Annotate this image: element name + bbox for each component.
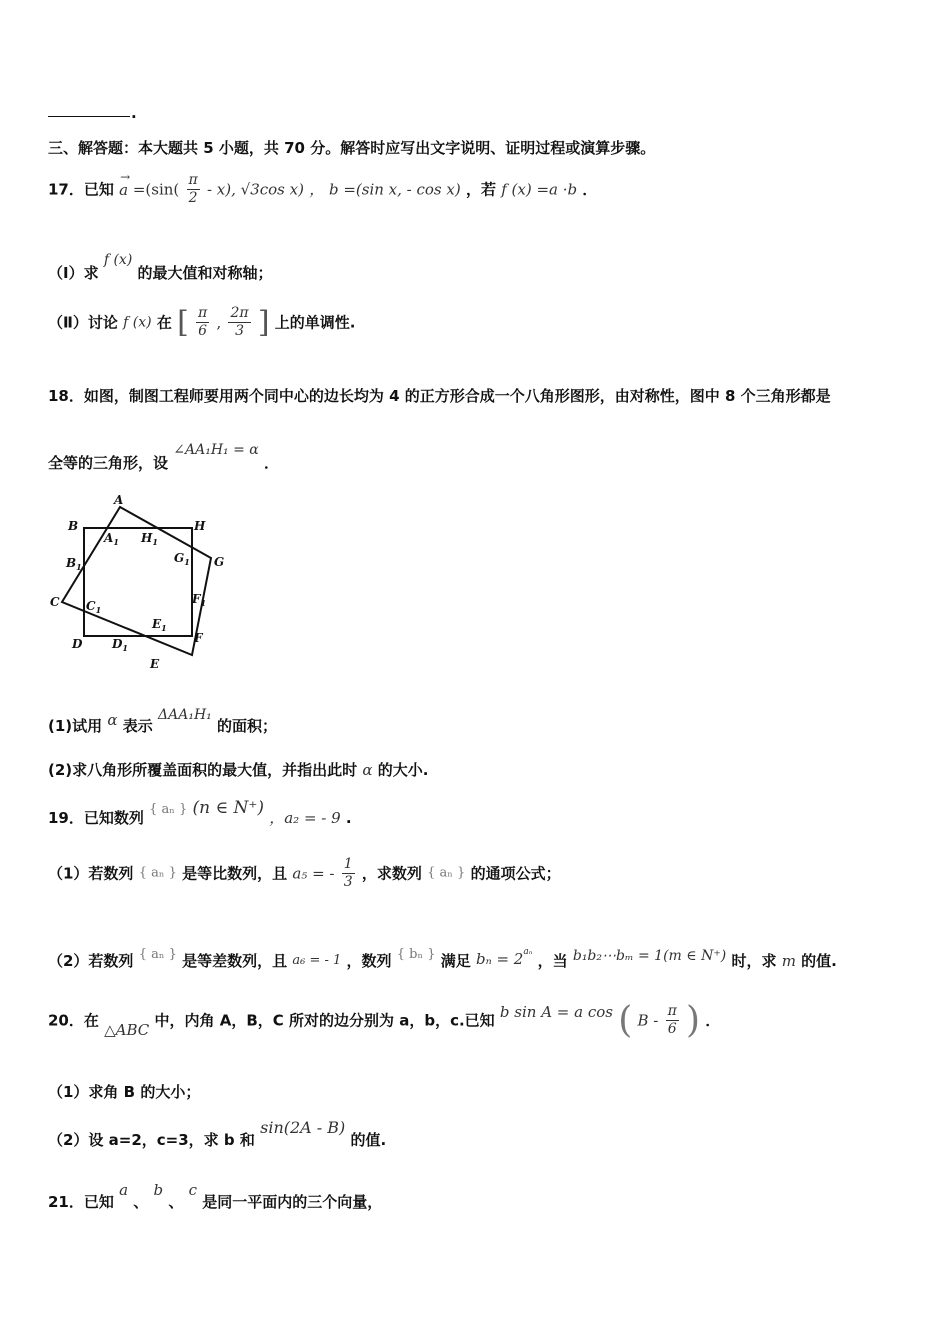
q19-a5: a₅ = - — [292, 864, 335, 883]
q19-p2-mid2: ，数列 — [346, 952, 392, 970]
q20-triangle: △ABC — [104, 1021, 150, 1039]
q18-alpha: α — [107, 711, 118, 729]
q19-p1-seq: { aₙ } — [138, 865, 177, 881]
q21-number: 21．已知 — [48, 1193, 114, 1211]
square-upright — [84, 528, 192, 636]
q17-part1-label: （Ⅰ）求 — [48, 264, 99, 282]
q20-p2-end: 的值. — [350, 1131, 387, 1149]
interval-2pi: 2π — [230, 305, 249, 321]
label-B1: $B_1$ — [66, 556, 82, 572]
q20-sin: sin(2A - B) — [260, 1118, 346, 1137]
q17-part1-f: f (x) — [103, 252, 133, 268]
q17-part1-text: 的最大值和对称轴； — [137, 264, 273, 282]
question-20 — [48, 999, 721, 1050]
octagon-figure — [46, 490, 236, 675]
q18-line1: 18．如图，制图工程师要用两个同中心的边长均为 4 的正方形合成一个八角形图形，由对称性，图中 8 个三角形都是 — [48, 387, 831, 405]
q20-fraction — [666, 1003, 679, 1038]
q18-triangle: ΔAA₁H₁ — [158, 707, 212, 723]
q19-p1-mid2: ，求数列 — [361, 864, 422, 883]
question-19 — [48, 798, 352, 830]
q21-c: c — [188, 1181, 198, 1199]
label-G: G — [214, 555, 225, 569]
q17-part2 — [48, 305, 355, 355]
label-B: B — [68, 519, 79, 533]
q19-bn-exp: aₙ — [523, 947, 533, 957]
label-H1: $H_1$ — [141, 531, 158, 547]
label-G1: $G_1$ — [174, 551, 190, 567]
label-F: F — [194, 631, 203, 645]
label-D1: $D_1$ — [112, 637, 128, 653]
q21-text: 是同一平面内的三个向量， — [202, 1193, 383, 1211]
label-E: E — [150, 657, 160, 671]
q19-p1-pre: （1）若数列 — [48, 864, 134, 883]
q17-minus-x: - x), — [206, 180, 241, 199]
vector-a: → a — [119, 181, 133, 199]
q17-if: ，若 — [465, 180, 502, 199]
q19-p2-mid3: 满足 — [440, 952, 471, 970]
q20-end: ． — [705, 1011, 721, 1030]
q18-alpha-2: α — [362, 761, 373, 779]
q18-part1 — [48, 705, 277, 735]
answer-blank — [48, 116, 130, 117]
interval-upper — [228, 305, 250, 340]
interval-six: 6 — [198, 323, 208, 339]
q19-seq: { aₙ } — [149, 802, 188, 817]
q19-part2 — [48, 942, 837, 972]
q18-part1-end: 的面积； — [217, 717, 278, 735]
q20-eq: b sin A = a cos — [499, 1003, 613, 1021]
q18-line2-pre: 全等的三角形，设 — [48, 454, 169, 472]
q20-part2 — [48, 1118, 386, 1148]
q18-angle: ∠AA₁H₁ = α — [173, 442, 259, 458]
q19-three: 3 — [343, 874, 353, 890]
q17-part2-label: （Ⅱ）讨论 — [48, 313, 118, 332]
label-A: A — [114, 493, 124, 507]
q17-vec-b: ， b =(sin x, - cos x) — [309, 180, 461, 199]
q18-part2 — [48, 760, 428, 780]
q19-p2-mid4: ，当 — [537, 952, 568, 970]
q18-part1-pre: (1)试用 — [48, 717, 103, 735]
q19-p1-end: 的通项公式； — [470, 864, 561, 883]
q17-part2-in: 在 — [156, 313, 172, 332]
q17-two: 2 — [188, 190, 198, 206]
q21-sep2: 、 — [168, 1193, 184, 1211]
q18-part2-end: 的大小. — [377, 761, 429, 779]
q20-right-paren: ) — [686, 999, 701, 1041]
q17-end: ． — [582, 180, 598, 199]
q19-bseq: { bₙ } — [396, 947, 436, 962]
interval-lower — [196, 305, 209, 340]
blank-period: . — [131, 104, 137, 122]
q20-six: 6 — [667, 1021, 677, 1037]
q19-a2: ，a₂ = - 9 — [269, 809, 341, 827]
q17-part1 — [48, 250, 273, 280]
question-17 — [48, 169, 598, 212]
q17-vec-a-eq: =(sin( — [132, 180, 180, 199]
q19-p2-mid: 是等差数列，且 — [182, 952, 288, 970]
q19-p2-mid5: 时，求 — [731, 952, 777, 970]
q17-part2-f: f (x) — [123, 314, 152, 331]
q19-number: 19．已知数列 — [48, 809, 144, 827]
label-H: H — [194, 519, 206, 533]
q17-sqrt3cos: √3cos x) — [240, 180, 304, 199]
q18-part2-pre: (2)求八角形所覆盖面积的最大值，并指出此时 — [48, 761, 358, 779]
q17-f-def: f (x) =a ·b — [501, 180, 578, 199]
q19-part1 — [48, 856, 561, 900]
q20-part1: （1）求角 B 的大小； — [48, 1083, 201, 1101]
q19-p2-end: 的值. — [801, 952, 837, 970]
label-F1: $F_1$ — [192, 592, 207, 608]
q19-cond: (n ∈ N⁺) — [192, 798, 264, 818]
q18-part1-mid: 表示 — [122, 717, 153, 735]
left-bracket: [ — [177, 304, 189, 340]
label-D: D — [72, 637, 83, 651]
q20-left-paren: ( — [618, 999, 633, 1041]
q18-line2-end: ． — [263, 454, 279, 472]
q21-sep1: 、 — [133, 1193, 149, 1211]
q19-end: . — [345, 809, 352, 827]
q19-m: m — [781, 952, 796, 970]
q17-fraction — [187, 172, 200, 207]
q20-number: 20．在 — [48, 1011, 99, 1030]
q21-a: a — [119, 1181, 129, 1199]
section-heading: 三、解答题：本大题共 5 小题，共 70 分。解答时应写出文字说明、证明过程或演算步骤。 — [48, 139, 656, 157]
q20-text1: 中，内角 A，B，C 所对的边分别为 a，b，c.已知 — [154, 1011, 495, 1030]
q19-a6: a₆ = - 1 — [292, 953, 342, 968]
q20-p2-pre: （2）设 a=2，c=3，求 b 和 — [48, 1131, 255, 1149]
q17-part2-text: 上的单调性. — [274, 313, 356, 332]
vector-arrow-icon: → — [120, 169, 131, 184]
q19-bn: bₙ = 2 — [476, 950, 524, 968]
q20-pi: π — [667, 1003, 677, 1019]
label-C1: $C_1$ — [86, 599, 102, 615]
q19-p2-seq: { aₙ } — [138, 947, 177, 962]
q19-one-third — [342, 856, 355, 891]
q19-product: b₁b₂⋯bₘ = 1(m ∈ N⁺) — [572, 948, 727, 964]
q19-one: 1 — [343, 856, 353, 872]
label-A1: $A_1$ — [104, 531, 119, 547]
question-21 — [48, 1180, 382, 1210]
interval-three: 3 — [235, 323, 244, 339]
q17-number: 17．已知 — [48, 180, 114, 199]
q20-B: B - — [637, 1011, 659, 1030]
interval-comma: , — [216, 313, 222, 332]
q19-p1-seq2: { aₙ } — [427, 865, 466, 881]
interval-pi: π — [198, 305, 208, 321]
label-E1: $E_1$ — [152, 617, 167, 633]
label-C: C — [50, 595, 60, 609]
q17-pi: π — [188, 172, 198, 188]
right-bracket: ] — [257, 304, 270, 340]
q19-p1-mid: 是等比数列，且 — [182, 864, 288, 883]
q21-b: b — [153, 1181, 164, 1199]
q19-p2-pre: （2）若数列 — [48, 952, 134, 970]
q18-line2 — [48, 440, 279, 470]
